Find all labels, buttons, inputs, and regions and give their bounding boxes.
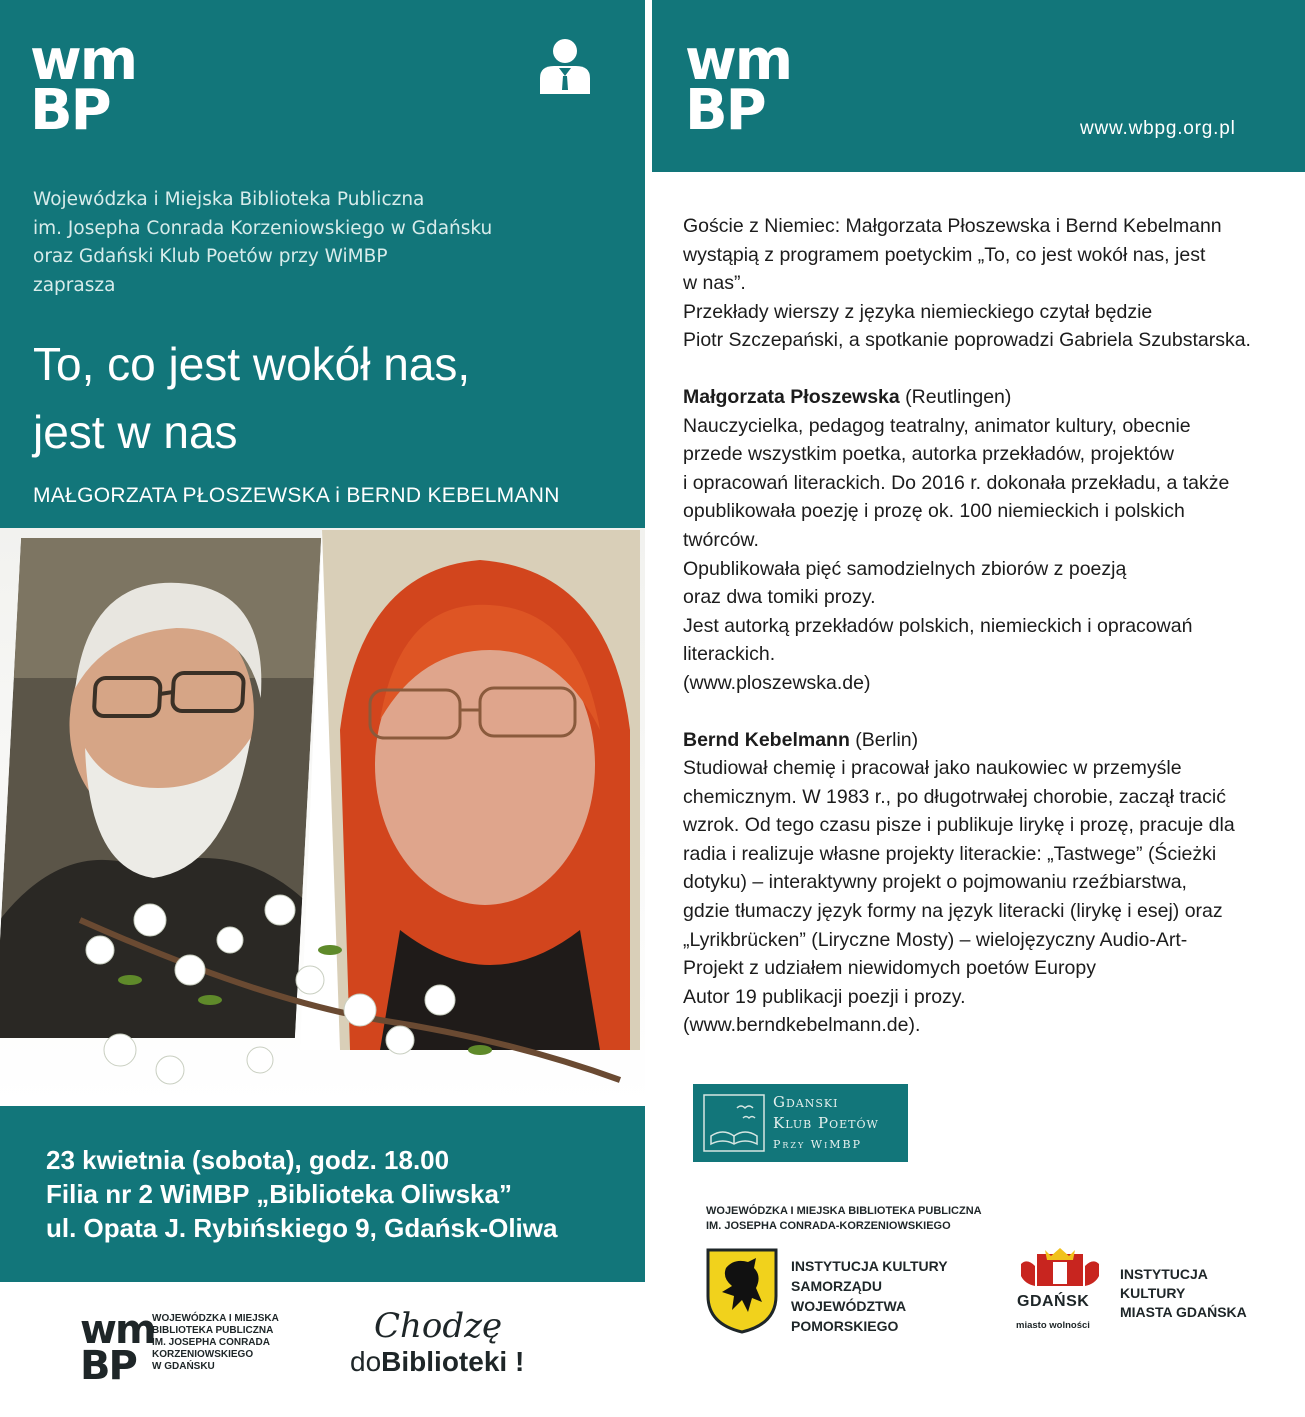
intro-line: wystąpią z programem poetyckim „To, co jest wokół nas, jest xyxy=(683,243,1206,266)
intro-line: im. Josepha Conrada Korzeniowskiego w Gdańsku xyxy=(33,217,493,239)
bio-line: Autor 19 publikacji poezji i prozy. xyxy=(683,985,966,1008)
slogan-line-1: Chodzę xyxy=(374,1306,503,1346)
bio-line: i opracowań literackich. Do 2016 r. dokonała przekładu, a także xyxy=(683,471,1230,494)
gdanski-klub-poetow-logo xyxy=(693,1084,908,1162)
bio-line: wzrok. Od tego czasu pisze i publikuje lirykę i prozę, pracuje dla xyxy=(683,814,1235,837)
author-name: Bernd Kebelmann xyxy=(683,728,850,751)
bio-line: radia i realizuje własne projekty literackie: „Tastwege” (Ścieżki xyxy=(683,842,1217,865)
slogan-do: do xyxy=(350,1346,382,1377)
author-website[interactable]: (www.ploszewska.de) xyxy=(683,671,871,694)
event-authors: MAŁGORZATA PŁOSZEWSKA i BERND KEBELMANN xyxy=(33,484,560,507)
slogan-end: ! xyxy=(507,1346,525,1377)
library-name-line: WOJEWÓDZKA I MIEJSKA BIBLIOTEKA PUBLICZNA xyxy=(706,1205,982,1217)
bio-line: oraz dwa tomiki prozy. xyxy=(683,586,876,609)
gkp-line: Przy WiMBP xyxy=(773,1138,862,1151)
bio-line: Jest autorką przekładów polskich, niemieckich i opracowań xyxy=(683,614,1193,637)
intro-line: Przekłady wierszy z języka niemieckiego czytał będzie xyxy=(683,300,1153,323)
event-details xyxy=(46,1143,557,1245)
bio-line: opublikowała poezję i prozę ok. 100 niemieckich i polskich xyxy=(683,500,1185,523)
footer-org-line: WOJEWÓDZKA I MIEJSKA xyxy=(152,1313,279,1324)
bio-line: Opublikowała pięć samodzielnych zbiorów z poezją xyxy=(683,557,1127,580)
bio-line: literackich. xyxy=(683,643,776,666)
bio-line: Projekt z udziałem niewidomych poetów Europy xyxy=(683,957,1096,980)
title-line: jest w nas xyxy=(33,406,238,458)
intro-line: Wojewódzka i Miejska Biblioteka Publiczna xyxy=(33,189,425,210)
inst-pom-line: SAMORZĄDU xyxy=(791,1278,882,1294)
pomorskie-griffin-crest-icon xyxy=(704,1246,780,1334)
inst-gd-line: MIASTA GDAŃSKA xyxy=(1120,1304,1247,1320)
logo-line-1: wm xyxy=(685,28,792,93)
wmbp-logo xyxy=(30,28,137,144)
inst-gd-line: KULTURY xyxy=(1120,1285,1186,1301)
event-title xyxy=(33,330,633,466)
bio-line: „Lyrikbrücken” (Liryczne Mosty) – wielojęzyczny Audio-Art- xyxy=(683,928,1188,951)
campaign-slogan xyxy=(350,1306,550,1386)
bio-heading-ploszewska xyxy=(683,383,1298,412)
bio-line: twórców. xyxy=(683,528,759,551)
instytucja-miasta xyxy=(1120,1265,1247,1322)
book-birds-icon xyxy=(703,1094,765,1152)
logo-line-2: BP xyxy=(30,78,110,144)
bio-line: gdzie tłumaczy język formy na język literacki (lirykę i esej) oraz xyxy=(683,900,1223,923)
intro-line: Piotr Szczepański, a spotkanie poprowadzi Gabriela Szubstarska. xyxy=(683,329,1251,352)
logo-line-1: wm xyxy=(80,1307,155,1353)
gkp-line: Gdanski xyxy=(773,1093,839,1111)
logo-line-2: BP xyxy=(80,1343,136,1389)
author-name: Małgorzata Płoszewska xyxy=(683,385,900,408)
intro-line: w nas”. xyxy=(683,272,746,295)
bio-line: chemicznym. W 1983 r., po długotrwałej chorobie, zaczął tracić xyxy=(683,785,1226,808)
bio-line: dotyku) – interaktywny projekt o pojmowaniu rzeźbiarstwa, xyxy=(683,871,1187,894)
title-line: To, co jest wokół nas, xyxy=(33,338,471,390)
library-name-line: IM. JOSEPHA CONRADA-KORZENIOWSKIEGO xyxy=(706,1220,951,1232)
inst-gd-line: INSTYTUCJA xyxy=(1120,1266,1208,1282)
bio-line: Nauczycielka, pedagog teatralny, animator kultury, obecnie xyxy=(683,414,1191,437)
event-date: 23 kwietnia (sobota), godz. 18.00 xyxy=(46,1145,450,1175)
invitation-text xyxy=(33,186,593,300)
gkp-line: Klub Poetów xyxy=(773,1114,879,1132)
author-website[interactable]: (www.berndkebelmann.de). xyxy=(683,1014,921,1037)
intro-line: oraz Gdański Klub Poetów przy WiMBP xyxy=(33,246,388,267)
inst-pom-line: POMORSKIEGO xyxy=(791,1318,899,1334)
author-city: (Reutlingen) xyxy=(899,385,1012,408)
bio-line: przede wszystkim poetka, autorka przekładów, projektów xyxy=(683,443,1174,466)
author-city: (Berlin) xyxy=(849,728,919,751)
footer-org-line: KORZENIOWSKIEGO xyxy=(152,1349,254,1360)
event-address: ul. Opata J. Rybińskiego 9, Gdańsk-Oliwa xyxy=(46,1213,558,1243)
inst-pom-line: INSTYTUCJA KULTURY xyxy=(791,1258,948,1274)
website-url[interactable]: www.wbpg.org.pl xyxy=(1080,118,1236,139)
slogan-line-2 xyxy=(350,1346,524,1378)
back-wmbp-logo xyxy=(685,28,792,144)
footer-library-name xyxy=(152,1313,279,1373)
inst-pom-line: WOJEWÓDZTWA xyxy=(791,1298,907,1314)
event-description xyxy=(683,212,1298,1040)
footer-wmbp-logo xyxy=(80,1307,155,1389)
gdansk-wordmark: GDAŃSK xyxy=(1017,1293,1090,1310)
logo-line-2: BP xyxy=(685,78,765,144)
footer-org-line: W GDAŃSKU xyxy=(152,1361,215,1372)
footer-org-line: BIBLIOTEKA PUBLICZNA xyxy=(152,1325,274,1336)
bio-line: Studiował chemię i pracował jako naukowiec w przemyśle xyxy=(683,757,1182,780)
person-icon xyxy=(538,38,592,94)
event-venue: Filia nr 2 WiMBP „Biblioteka Oliwska” xyxy=(46,1179,512,1209)
intro-line: zaprasza xyxy=(33,274,116,296)
library-full-name xyxy=(706,1204,982,1234)
instytucja-samorzadu xyxy=(791,1256,948,1336)
gdansk-tagline: miasto wolności xyxy=(1016,1320,1090,1331)
slogan-bold: Biblioteki xyxy=(381,1346,508,1377)
bio-heading-kebelmann xyxy=(683,726,1298,755)
logo-line-1: wm xyxy=(30,28,137,93)
blossom-branch-decoration xyxy=(60,880,640,1100)
intro-line: Goście z Niemiec: Małgorzata Płoszewska i Bernd Kebelmann xyxy=(683,215,1222,237)
footer-org-line: IM. JOSEPHA CONRADA xyxy=(152,1337,270,1348)
